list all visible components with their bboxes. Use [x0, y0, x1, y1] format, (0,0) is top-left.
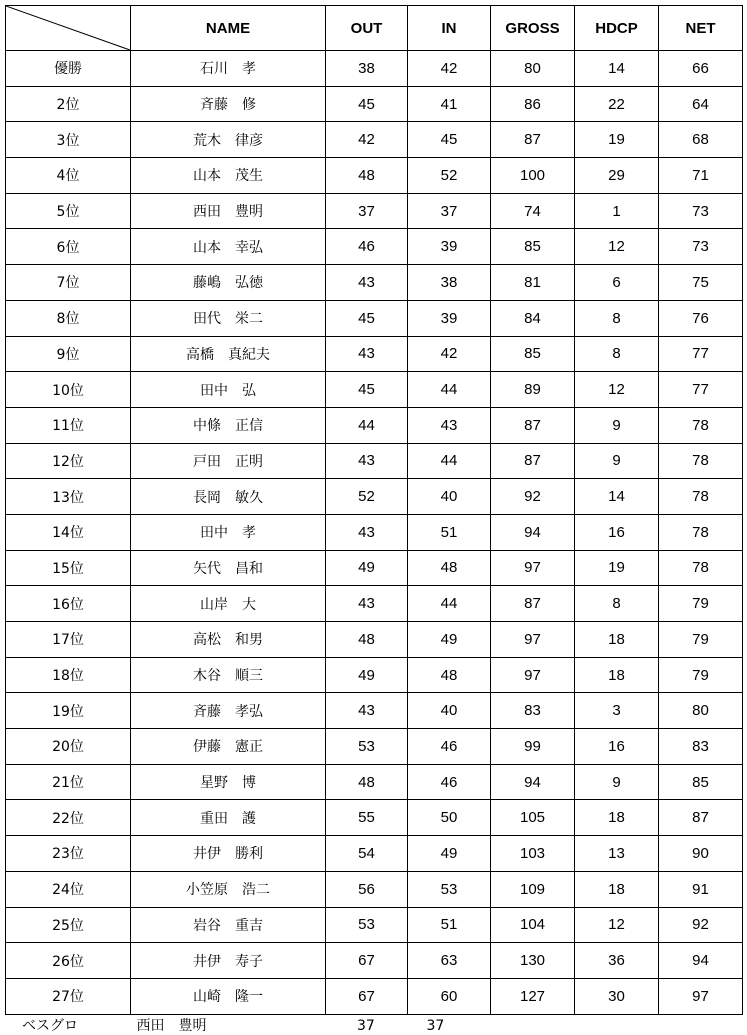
cell-in: 42	[408, 336, 491, 372]
cell-name: 伊藤 憲正	[131, 729, 326, 765]
cell-in: 48	[408, 657, 491, 693]
table-row	[6, 122, 743, 158]
cell-hdcp: 9	[575, 407, 659, 443]
cell-rank: 7位	[6, 265, 131, 301]
table-row	[6, 443, 743, 479]
cell-rank: 24位	[6, 871, 131, 907]
cell-out: 48	[326, 158, 408, 194]
cell-hdcp: 6	[575, 265, 659, 301]
cell-out: 48	[326, 764, 408, 800]
table-row	[6, 193, 743, 229]
cell-hdcp: 14	[575, 479, 659, 515]
cell-hdcp: 18	[575, 871, 659, 907]
cell-gross: 105	[491, 800, 575, 836]
cell-out: 42	[326, 122, 408, 158]
cell-rank: 21位	[6, 764, 131, 800]
table-row	[6, 479, 743, 515]
cell-name: 小笠原 浩二	[131, 871, 326, 907]
cell-net: 78	[659, 479, 743, 515]
cell-name: 井伊 寿子	[131, 943, 326, 979]
cell-rank: 14位	[6, 514, 131, 550]
cell-out: 43	[326, 443, 408, 479]
cell-name: 斉藤 修	[131, 86, 326, 122]
cell-gross: 127	[491, 978, 575, 1014]
cell-rank: 2位	[6, 86, 131, 122]
table-row	[6, 907, 743, 943]
cell-rank: 8位	[6, 300, 131, 336]
cell-net: 94	[659, 943, 743, 979]
cell-net: 78	[659, 514, 743, 550]
cell-net: 78	[659, 407, 743, 443]
cell-gross: 84	[491, 300, 575, 336]
cell-hdcp: 18	[575, 800, 659, 836]
cell-out: 43	[326, 693, 408, 729]
cell-out: 38	[326, 51, 408, 87]
cell-name: 藤嶋 弘徳	[131, 265, 326, 301]
cell-rank: 16位	[6, 586, 131, 622]
cell-in: 51	[408, 514, 491, 550]
cell-name: 中條 正信	[131, 407, 326, 443]
cell-hdcp: 8	[575, 300, 659, 336]
table-row	[6, 729, 743, 765]
cell-in: 40	[408, 479, 491, 515]
cell-net: 78	[659, 443, 743, 479]
cell-rank: 10位	[6, 372, 131, 408]
cell-in: 41	[408, 86, 491, 122]
cell-out: 53	[326, 907, 408, 943]
header-hdcp: HDCP	[575, 6, 659, 51]
cell-net: 80	[659, 693, 743, 729]
diagonal-line	[6, 6, 130, 50]
cell-in: 63	[408, 943, 491, 979]
cell-rank: 26位	[6, 943, 131, 979]
cell-name: 岩谷 重吉	[131, 907, 326, 943]
cell-in: 39	[408, 300, 491, 336]
cell-gross: 86	[491, 86, 575, 122]
cell-net: 76	[659, 300, 743, 336]
cell-gross: 104	[491, 907, 575, 943]
cell-net: 92	[659, 907, 743, 943]
cell-in: 52	[408, 158, 491, 194]
cell-gross: 87	[491, 122, 575, 158]
cell-in: 49	[408, 836, 491, 872]
table-row	[6, 657, 743, 693]
cell-name: 星野 博	[131, 764, 326, 800]
cell-name: 西田 豊明	[131, 193, 326, 229]
cell-gross: 83	[491, 693, 575, 729]
cell-hdcp: 12	[575, 229, 659, 265]
cell-gross: 99	[491, 729, 575, 765]
cell-out: 49	[326, 657, 408, 693]
cell-hdcp: 18	[575, 622, 659, 658]
cell-out: 45	[326, 372, 408, 408]
table-row	[6, 800, 743, 836]
cell-hdcp: 22	[575, 86, 659, 122]
cell-name: 斉藤 孝弘	[131, 693, 326, 729]
table-row	[6, 158, 743, 194]
header-gross: GROSS	[491, 6, 575, 51]
cell-net: 71	[659, 158, 743, 194]
cell-gross: 92	[491, 479, 575, 515]
cell-rank: 15位	[6, 550, 131, 586]
cell-net: 91	[659, 871, 743, 907]
cell-rank: 13位	[6, 479, 131, 515]
table-row	[6, 300, 743, 336]
cell-out: 43	[326, 265, 408, 301]
cell-hdcp: 19	[575, 122, 659, 158]
table-row	[6, 265, 743, 301]
cell-net: 68	[659, 122, 743, 158]
table-row	[6, 871, 743, 907]
cell-gross: 97	[491, 657, 575, 693]
cell-gross: 97	[491, 622, 575, 658]
cell-in: 49	[408, 622, 491, 658]
cell-in: 46	[408, 764, 491, 800]
cell-rank: 6位	[6, 229, 131, 265]
cell-rank: 4位	[6, 158, 131, 194]
cell-name: 石川 孝	[131, 51, 326, 87]
cell-out: 56	[326, 871, 408, 907]
cell-hdcp: 12	[575, 372, 659, 408]
cell-net: 90	[659, 836, 743, 872]
cell-gross: 94	[491, 514, 575, 550]
cell-rank: 12位	[6, 443, 131, 479]
table-row	[6, 836, 743, 872]
cell-rank: 18位	[6, 657, 131, 693]
cell-name: 山本 幸弘	[131, 229, 326, 265]
cell-hdcp: 13	[575, 836, 659, 872]
cell-hdcp: 19	[575, 550, 659, 586]
cell-rank: 20位	[6, 729, 131, 765]
cell-out: 67	[326, 943, 408, 979]
cell-gross: 87	[491, 443, 575, 479]
cell-name: 長岡 敏久	[131, 479, 326, 515]
cell-name: 高橋 真紀夫	[131, 336, 326, 372]
cell-name: 重田 護	[131, 800, 326, 836]
cell-gross: 130	[491, 943, 575, 979]
cell-rank: 27位	[6, 978, 131, 1014]
cell-gross: 74	[491, 193, 575, 229]
cell-name: 山岸 大	[131, 586, 326, 622]
cell-gross: 100	[491, 158, 575, 194]
cell-out: 46	[326, 229, 408, 265]
cell-in: 48	[408, 550, 491, 586]
cell-hdcp: 29	[575, 158, 659, 194]
cell-hdcp: 30	[575, 978, 659, 1014]
cell-in: 44	[408, 372, 491, 408]
cell-net: 77	[659, 336, 743, 372]
cell-hdcp: 9	[575, 443, 659, 479]
cell-rank: 9位	[6, 336, 131, 372]
table-row	[6, 86, 743, 122]
cell-in: 53	[408, 871, 491, 907]
header-name: NAME	[131, 6, 326, 51]
cell-name: 木谷 順三	[131, 657, 326, 693]
cell-rank: 25位	[6, 907, 131, 943]
table-row	[6, 586, 743, 622]
results-table	[5, 5, 743, 1015]
cell-hdcp: 14	[575, 51, 659, 87]
table-row	[6, 622, 743, 658]
header-row	[6, 6, 743, 51]
cell-name: 高松 和男	[131, 622, 326, 658]
cell-gross: 94	[491, 764, 575, 800]
cell-in: 38	[408, 265, 491, 301]
cell-gross: 81	[491, 265, 575, 301]
cell-name: 井伊 勝利	[131, 836, 326, 872]
cell-out: 48	[326, 622, 408, 658]
cell-gross: 87	[491, 586, 575, 622]
cell-out: 49	[326, 550, 408, 586]
table-row	[6, 407, 743, 443]
cell-gross: 87	[491, 407, 575, 443]
cell-net: 85	[659, 764, 743, 800]
best-gross-out: 37	[356, 1018, 375, 1034]
cell-out: 53	[326, 729, 408, 765]
cell-out: 67	[326, 978, 408, 1014]
cell-net: 78	[659, 550, 743, 586]
cell-hdcp: 1	[575, 193, 659, 229]
cell-in: 50	[408, 800, 491, 836]
cell-net: 79	[659, 622, 743, 658]
cell-in: 60	[408, 978, 491, 1014]
cell-hdcp: 16	[575, 729, 659, 765]
cell-in: 44	[408, 443, 491, 479]
cell-gross: 97	[491, 550, 575, 586]
cell-net: 79	[659, 657, 743, 693]
header-net: NET	[659, 6, 743, 51]
cell-net: 83	[659, 729, 743, 765]
cell-hdcp: 8	[575, 586, 659, 622]
cell-net: 75	[659, 265, 743, 301]
table-row	[6, 978, 743, 1014]
cell-name: 荒木 律彦	[131, 122, 326, 158]
cell-in: 39	[408, 229, 491, 265]
cell-rank: 5位	[6, 193, 131, 229]
cell-in: 42	[408, 51, 491, 87]
cell-hdcp: 12	[575, 907, 659, 943]
cell-name: 田代 栄二	[131, 300, 326, 336]
cell-in: 37	[408, 193, 491, 229]
best-gross-name: 西田 豊明	[136, 1018, 207, 1034]
table-row	[6, 764, 743, 800]
cell-gross: 109	[491, 871, 575, 907]
cell-out: 52	[326, 479, 408, 515]
cell-hdcp: 3	[575, 693, 659, 729]
table-row	[6, 372, 743, 408]
cell-hdcp: 36	[575, 943, 659, 979]
best-gross-in: 37	[426, 1018, 445, 1034]
cell-name: 山崎 隆一	[131, 978, 326, 1014]
table-row	[6, 943, 743, 979]
header-out: OUT	[326, 6, 408, 51]
cell-rank: 3位	[6, 122, 131, 158]
corner-diagonal-cell	[6, 6, 131, 51]
cell-net: 77	[659, 372, 743, 408]
cell-out: 54	[326, 836, 408, 872]
cell-gross: 89	[491, 372, 575, 408]
cell-net: 73	[659, 229, 743, 265]
cell-net: 73	[659, 193, 743, 229]
cell-net: 66	[659, 51, 743, 87]
cell-name: 戸田 正明	[131, 443, 326, 479]
results-body	[6, 51, 743, 1015]
cell-out: 55	[326, 800, 408, 836]
cell-in: 43	[408, 407, 491, 443]
cell-gross: 85	[491, 229, 575, 265]
cell-net: 97	[659, 978, 743, 1014]
cell-hdcp: 9	[575, 764, 659, 800]
cell-hdcp: 8	[575, 336, 659, 372]
cell-rank: 11位	[6, 407, 131, 443]
cell-out: 43	[326, 514, 408, 550]
cell-name: 田中 弘	[131, 372, 326, 408]
cell-in: 51	[408, 907, 491, 943]
cell-name: 矢代 昌和	[131, 550, 326, 586]
table-row	[6, 229, 743, 265]
cell-out: 43	[326, 586, 408, 622]
cell-rank: 17位	[6, 622, 131, 658]
table-row	[6, 550, 743, 586]
cell-net: 87	[659, 800, 743, 836]
cell-net: 64	[659, 86, 743, 122]
cell-hdcp: 18	[575, 657, 659, 693]
cell-name: 山本 茂生	[131, 158, 326, 194]
cell-hdcp: 16	[575, 514, 659, 550]
cell-in: 40	[408, 693, 491, 729]
cell-out: 45	[326, 300, 408, 336]
cell-net: 79	[659, 586, 743, 622]
best-gross-footer	[22, 1015, 465, 1035]
cell-in: 46	[408, 729, 491, 765]
table-row	[6, 336, 743, 372]
cell-rank: 優勝	[6, 51, 131, 87]
cell-in: 44	[408, 586, 491, 622]
cell-out: 43	[326, 336, 408, 372]
cell-rank: 19位	[6, 693, 131, 729]
cell-gross: 103	[491, 836, 575, 872]
table-row	[6, 51, 743, 87]
table-row	[6, 693, 743, 729]
table-row	[6, 514, 743, 550]
cell-gross: 80	[491, 51, 575, 87]
header-in: IN	[408, 6, 491, 51]
cell-name: 田中 孝	[131, 514, 326, 550]
best-gross-label: ベスグロ	[22, 1018, 78, 1034]
cell-gross: 85	[491, 336, 575, 372]
cell-out: 37	[326, 193, 408, 229]
cell-in: 45	[408, 122, 491, 158]
cell-out: 45	[326, 86, 408, 122]
cell-out: 44	[326, 407, 408, 443]
cell-rank: 22位	[6, 800, 131, 836]
cell-rank: 23位	[6, 836, 131, 872]
